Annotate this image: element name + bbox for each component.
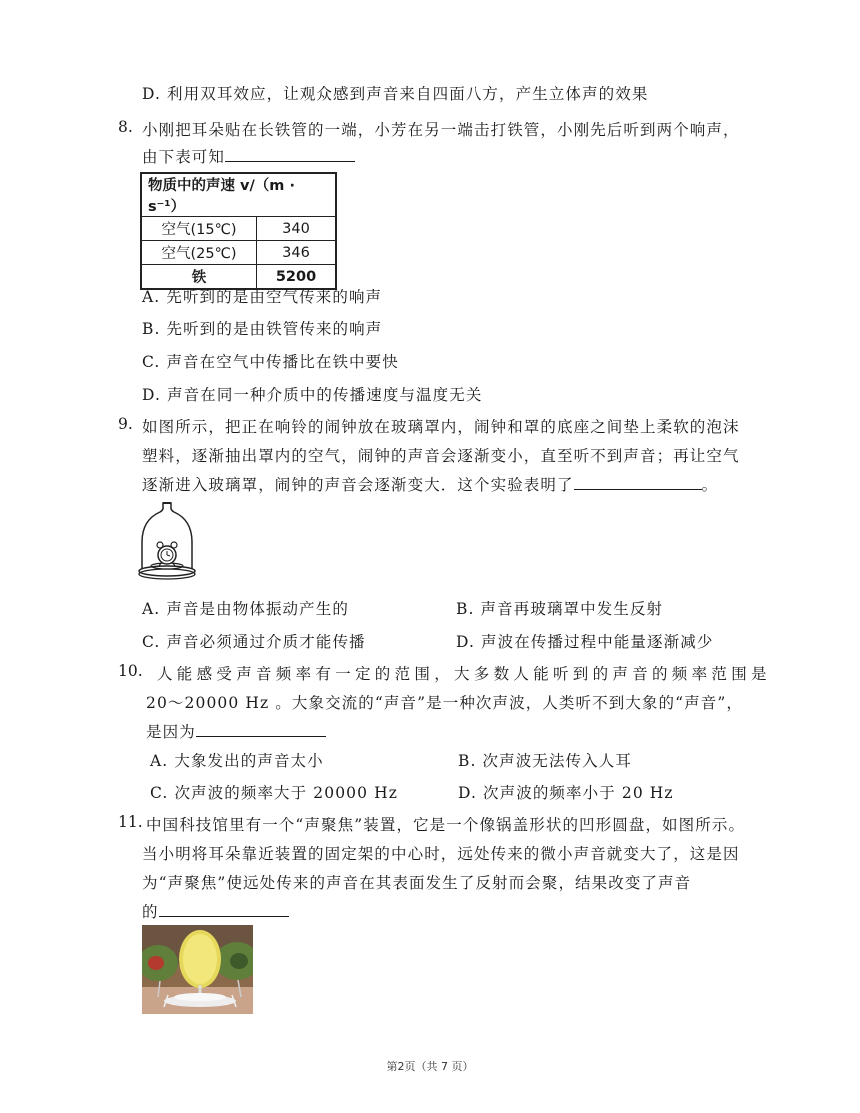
speed-table xyxy=(140,172,337,290)
q11-number: 11. xyxy=(118,813,143,831)
q9-option-a: A. 声音是由物体振动产生的 xyxy=(142,600,349,618)
q8-stem-line2 xyxy=(142,145,355,167)
q11-stem-line1: 中国科技馆里有一个“声聚焦”装置，它是一个像锅盖形状的凹形圆盘，如图所示。 xyxy=(146,816,746,834)
q9-answer-blank xyxy=(574,475,702,490)
q10-stem-line2: 20～20000 Hz 。大象交流的“声音”是一种次声波，人类听不到大象的“声音”， xyxy=(146,694,743,712)
q10-option-c: C. 次声波的频率大于 20000 Hz xyxy=(150,784,399,802)
q10-stem-line3 xyxy=(146,720,326,742)
table-header: 物质中的声速 v/（m · s⁻¹） xyxy=(141,173,336,217)
q11-stem-line2: 当小明将耳朵靠近装置的固定架的中心时，远处传来的微小声音就变大了，这是因 xyxy=(142,845,740,863)
q8-stem-line1: 小刚把耳朵贴在长铁管的一端，小芳在另一端击打铁管，小刚先后听到两个响声， xyxy=(142,121,740,139)
table-cell-speed: 346 xyxy=(257,241,337,265)
q11-stem-text: 的 xyxy=(142,903,159,921)
q8-option-a: A. 先听到的是由空气传来的响声 xyxy=(142,288,383,306)
q10-answer-blank xyxy=(196,722,326,737)
table-header-row xyxy=(141,173,336,217)
q8-option-d: D. 声音在同一种介质中的传播速度与温度无关 xyxy=(142,386,483,404)
q9-stem-text: 逐渐进入玻璃罩，闹钟的声音会逐渐变大．这个实验表明了 xyxy=(142,476,574,494)
table-cell-speed: 5200 xyxy=(257,265,337,290)
table-cell-medium: 空气(15℃) xyxy=(141,217,257,241)
q9-stem-line3 xyxy=(142,473,718,495)
q10-stem-text: 是因为 xyxy=(146,723,196,741)
q11-answer-blank xyxy=(159,902,289,917)
sound-focus-photo xyxy=(142,925,253,1014)
table-cell-medium: 空气(25℃) xyxy=(141,241,257,265)
q8-option-b: B. 先听到的是由铁管传来的响声 xyxy=(142,320,383,338)
q10-number: 10. xyxy=(118,662,143,680)
q9-option-d: D. 声波在传播过程中能量逐渐减少 xyxy=(456,633,714,651)
page-footer: 第2页（共 7 页） xyxy=(386,1060,474,1073)
q11-stem-line4 xyxy=(142,900,289,922)
q7-option-d: D. 利用双耳效应，让观众感到声音来自四面八方，产生立体声的效果 xyxy=(142,85,649,103)
q10-stem-line1: 人能感受声音频率有一定的范围，大多数人能听到的声音的频率范围是 xyxy=(157,665,771,683)
q10-option-d: D. 次声波的频率小于 20 Hz xyxy=(458,784,674,802)
q11-stem-line3: 为“声聚焦”使远处传来的声音在其表面发生了反射而会聚，结果改变了声音 xyxy=(142,874,692,892)
q9-stem-end: 。 xyxy=(701,476,719,494)
q8-stem-text: 由下表可知 xyxy=(142,148,226,166)
bell-jar-illustration xyxy=(136,500,198,584)
q9-stem-line2: 塑料，逐渐抽出罩内的空气，闹钟的声音会逐渐变小，直至听不到声音；再让空气 xyxy=(142,447,740,465)
q8-option-c: C. 声音在空气中传播比在铁中要快 xyxy=(142,353,399,371)
table-cell-speed: 340 xyxy=(257,217,337,241)
table-row xyxy=(141,217,336,241)
q10-option-a: A. 大象发出的声音太小 xyxy=(150,752,324,770)
q9-number: 9. xyxy=(118,415,133,433)
q8-number: 8. xyxy=(118,118,133,136)
table-cell-medium: 铁 xyxy=(141,265,257,290)
q8-answer-blank xyxy=(225,147,355,162)
q9-option-b: B. 声音再玻璃罩中发生反射 xyxy=(456,600,664,618)
q10-option-b: B. 次声波无法传入人耳 xyxy=(458,752,632,770)
q9-stem-line1: 如图所示，把正在响铃的闹钟放在玻璃罩内，闹钟和罩的底座之间垫上柔软的泡沫 xyxy=(142,418,740,436)
table-row xyxy=(141,241,336,265)
q9-option-c: C. 声音必须通过介质才能传播 xyxy=(142,633,366,651)
